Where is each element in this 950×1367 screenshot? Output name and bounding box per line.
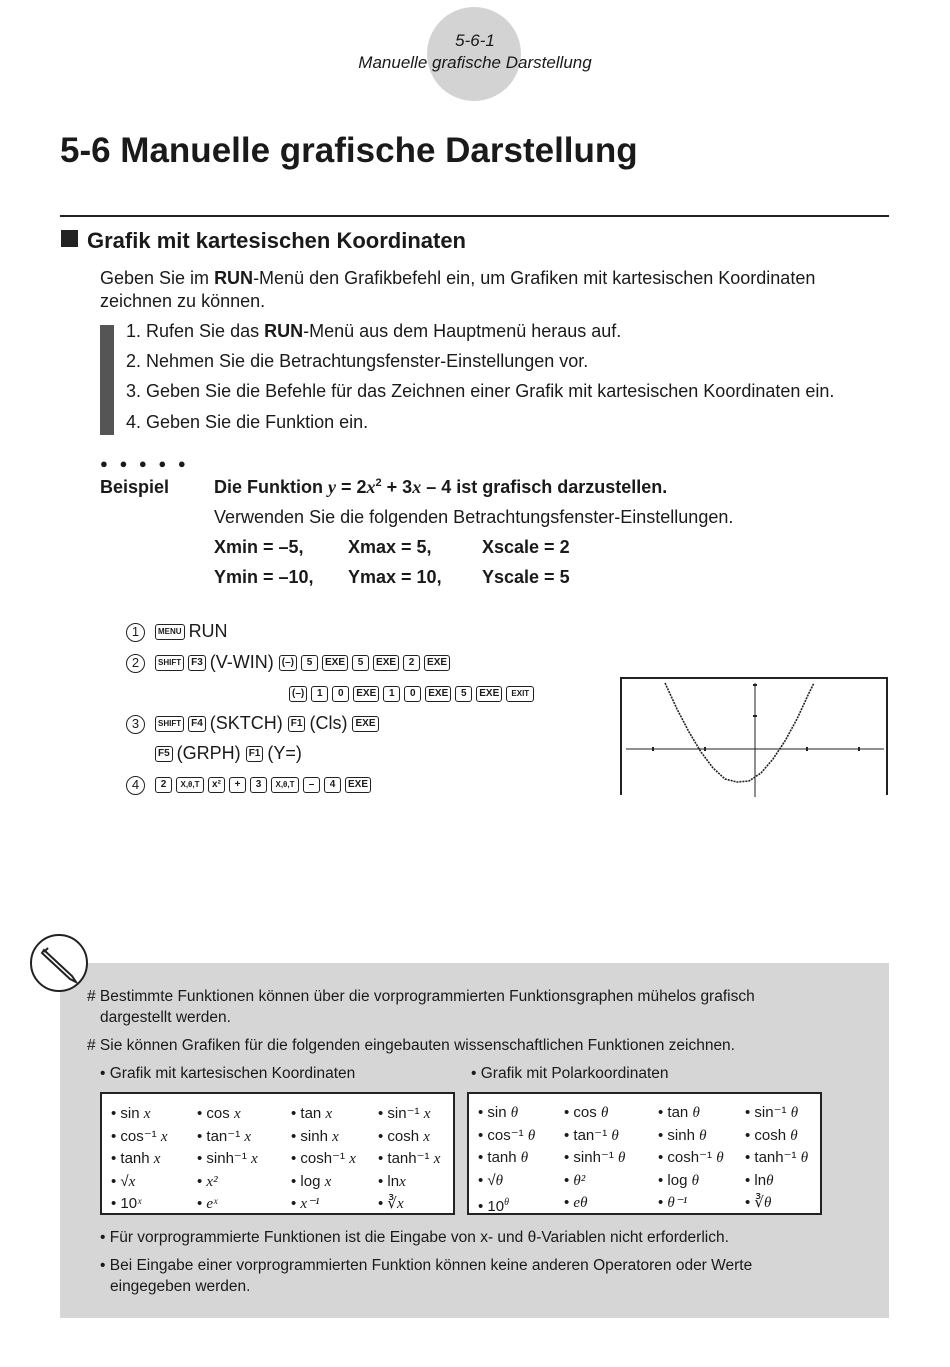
cart-col-3: • tan x • sinh x • cosh⁻¹ x • log x • x⁻¹ (291, 1105, 356, 1212)
calculator-screen (620, 677, 888, 795)
section-square-icon (61, 230, 78, 247)
page-number: 5-6-1 (455, 31, 495, 50)
keystroke-line-2: 2 SHIFT F3 (V-WIN) (–) 5 EXE 5 EXE 2 EXE (126, 651, 454, 673)
polar-functions-table (467, 1092, 822, 1215)
step-circle-3: 3 (126, 715, 145, 734)
note-1: # Bestimmte Funktionen können über die vorprogrammierten Funktionsgraphen mühelos grafisch (87, 988, 755, 1005)
pencil-icon (30, 934, 88, 992)
f1-key: F1 (288, 716, 306, 732)
polar-col-2: • cos θ • tan⁻¹ θ • sinh⁻¹ θ • θ² • eθ (564, 1104, 626, 1211)
keystroke-line-3: 3 SHIFT F4 (SKTCH) F1 (Cls) EXE (126, 712, 383, 734)
key-5: 5 (352, 655, 369, 671)
exe-key: EXE (345, 777, 371, 793)
keystroke-line-4 (126, 773, 375, 795)
axis-ticks (652, 684, 860, 751)
step-2: 2. Nehmen Sie die Betrachtungsfenster-Einstellungen vor. (126, 351, 589, 371)
setting-xmax: Xmax = 5, (348, 537, 432, 557)
note-1-cont: dargestellt werden. (100, 1009, 231, 1026)
example-title: Die Funktion $y = 2x^2 + 3x - 4$ ist grafisch darzustellen. (214, 477, 668, 497)
key-5: 5 (455, 686, 472, 702)
shift-key: SHIFT (155, 655, 184, 671)
exit-key: EXIT (506, 686, 534, 702)
f3-key: F3 (188, 655, 206, 671)
f4-key: F4 (188, 716, 206, 732)
example-subtitle: Verwenden Sie die folgenden Betrachtungsfenster-Einstellungen. (214, 507, 734, 527)
example-dots: ● ● ● ● ● (100, 456, 190, 471)
exe-key: EXE (353, 686, 379, 702)
title-rule (60, 215, 889, 217)
exe-key: EXE (322, 655, 348, 671)
step-circle-1: 1 (126, 623, 145, 642)
cart-col-4: • sin⁻¹ x • cosh x • tanh⁻¹ x • lnx • ∛x (378, 1105, 441, 1212)
f5-key: F5 (155, 746, 173, 762)
exe-key: EXE (352, 716, 378, 732)
step-circle-4: 4 (126, 776, 145, 795)
parabola-curve (665, 683, 814, 782)
chapter-title: 5-6 Manuelle grafische Darstellung (60, 131, 638, 170)
setting-ymax: Ymax = 10, (348, 567, 442, 587)
xthetat-key: X,θ,T (176, 777, 204, 793)
polar-title: • Grafik mit Polarkoordinaten (471, 1065, 669, 1082)
cartesian-title: • Grafik mit kartesischen Koordinaten (100, 1065, 356, 1082)
polar-col-3: • tan θ • sinh θ • cosh⁻¹ θ • log θ • θ⁻¹ (658, 1104, 724, 1211)
key-4: 4 (324, 777, 341, 793)
cartesian-functions-table (100, 1092, 455, 1215)
exe-key: EXE (373, 655, 399, 671)
exe-key: EXE (425, 686, 451, 702)
running-title: Manuelle grafische Darstellung (358, 53, 592, 72)
note-bullet-2-cont: eingegeben werden. (110, 1278, 251, 1295)
shift-key: SHIFT (155, 716, 184, 732)
example-label: Beispiel (100, 477, 170, 497)
key-5: 5 (301, 655, 318, 671)
section-intro: Geben Sie im RUN-Menü den Grafikbefehl ein, um Grafiken mit kartesischen Koordinaten zeichnen zu können. (100, 268, 816, 311)
setting-xmin: Xmin = –5, (214, 537, 304, 557)
plus-key: + (229, 777, 246, 793)
menu-key: MENU (155, 624, 185, 640)
polar-col-4: • sin⁻¹ θ • cosh θ • tanh⁻¹ θ • lnθ • ∛θ (745, 1104, 809, 1211)
keystroke-line-2b (289, 682, 538, 704)
square-key: x² (208, 777, 225, 793)
step-circle-2: 2 (126, 654, 145, 673)
cart-col-2: • cos x • tan⁻¹ x • sinh⁻¹ x • x² • eˣ (197, 1105, 258, 1212)
cart-col-1: • sin x • cos⁻¹ x • tanh x • √x • 10ˣ (111, 1105, 168, 1212)
key-2: 2 (155, 777, 172, 793)
key-1: 1 (311, 686, 328, 702)
xthetat-key: X,θ,T (271, 777, 299, 793)
exe-key: EXE (424, 655, 450, 671)
key-0: 0 (404, 686, 421, 702)
section-title: Grafik mit kartesischen Koordinaten (87, 228, 466, 253)
step-4: 4. Geben Sie die Funktion ein. (126, 412, 369, 432)
neg-key: (–) (279, 655, 297, 671)
neg-key: (–) (289, 686, 307, 702)
parabola-graph (622, 679, 886, 797)
setting-yscale: Yscale = 5 (482, 567, 570, 587)
exe-key: EXE (476, 686, 502, 702)
note-2: # Sie können Grafiken für die folgenden eingebauten wissenschaftlichen Funktionen zeichnen. (87, 1037, 735, 1054)
f1-key: F1 (246, 746, 264, 762)
key-0: 0 (332, 686, 349, 702)
setting-xscale: Xscale = 2 (482, 537, 570, 557)
keystroke-line-1: 1 MENU RUN (126, 620, 228, 642)
setting-ymin: Ymin = –10, (214, 567, 314, 587)
step-3: 3. Geben Sie die Befehle für das Zeichnen einer Grafik mit kartesischen Koordinaten ein. (126, 381, 835, 401)
polar-col-1: • sin θ • cos⁻¹ θ • tanh θ • √θ • $10^\theta$ (478, 1104, 536, 1215)
note-bullet-1: • Für vorprogrammierte Funktionen ist die Eingabe von x- und θ-Variablen nicht erforderlich. (100, 1229, 729, 1246)
minus-key: – (303, 777, 320, 793)
step-1: 1. Rufen Sie das RUN-Menü aus dem Hauptmenü heraus auf. (126, 321, 622, 341)
key-2: 2 (403, 655, 420, 671)
steps-side-bar (100, 325, 114, 435)
key-3: 3 (250, 777, 267, 793)
key-1: 1 (383, 686, 400, 702)
note-bullet-2: • Bei Eingabe einer vorprogrammierten Funktion können keine anderen Operatoren oder Werte (100, 1257, 753, 1274)
keystroke-line-3b: F5 (GRPH) F1 (Y=) (155, 742, 302, 764)
